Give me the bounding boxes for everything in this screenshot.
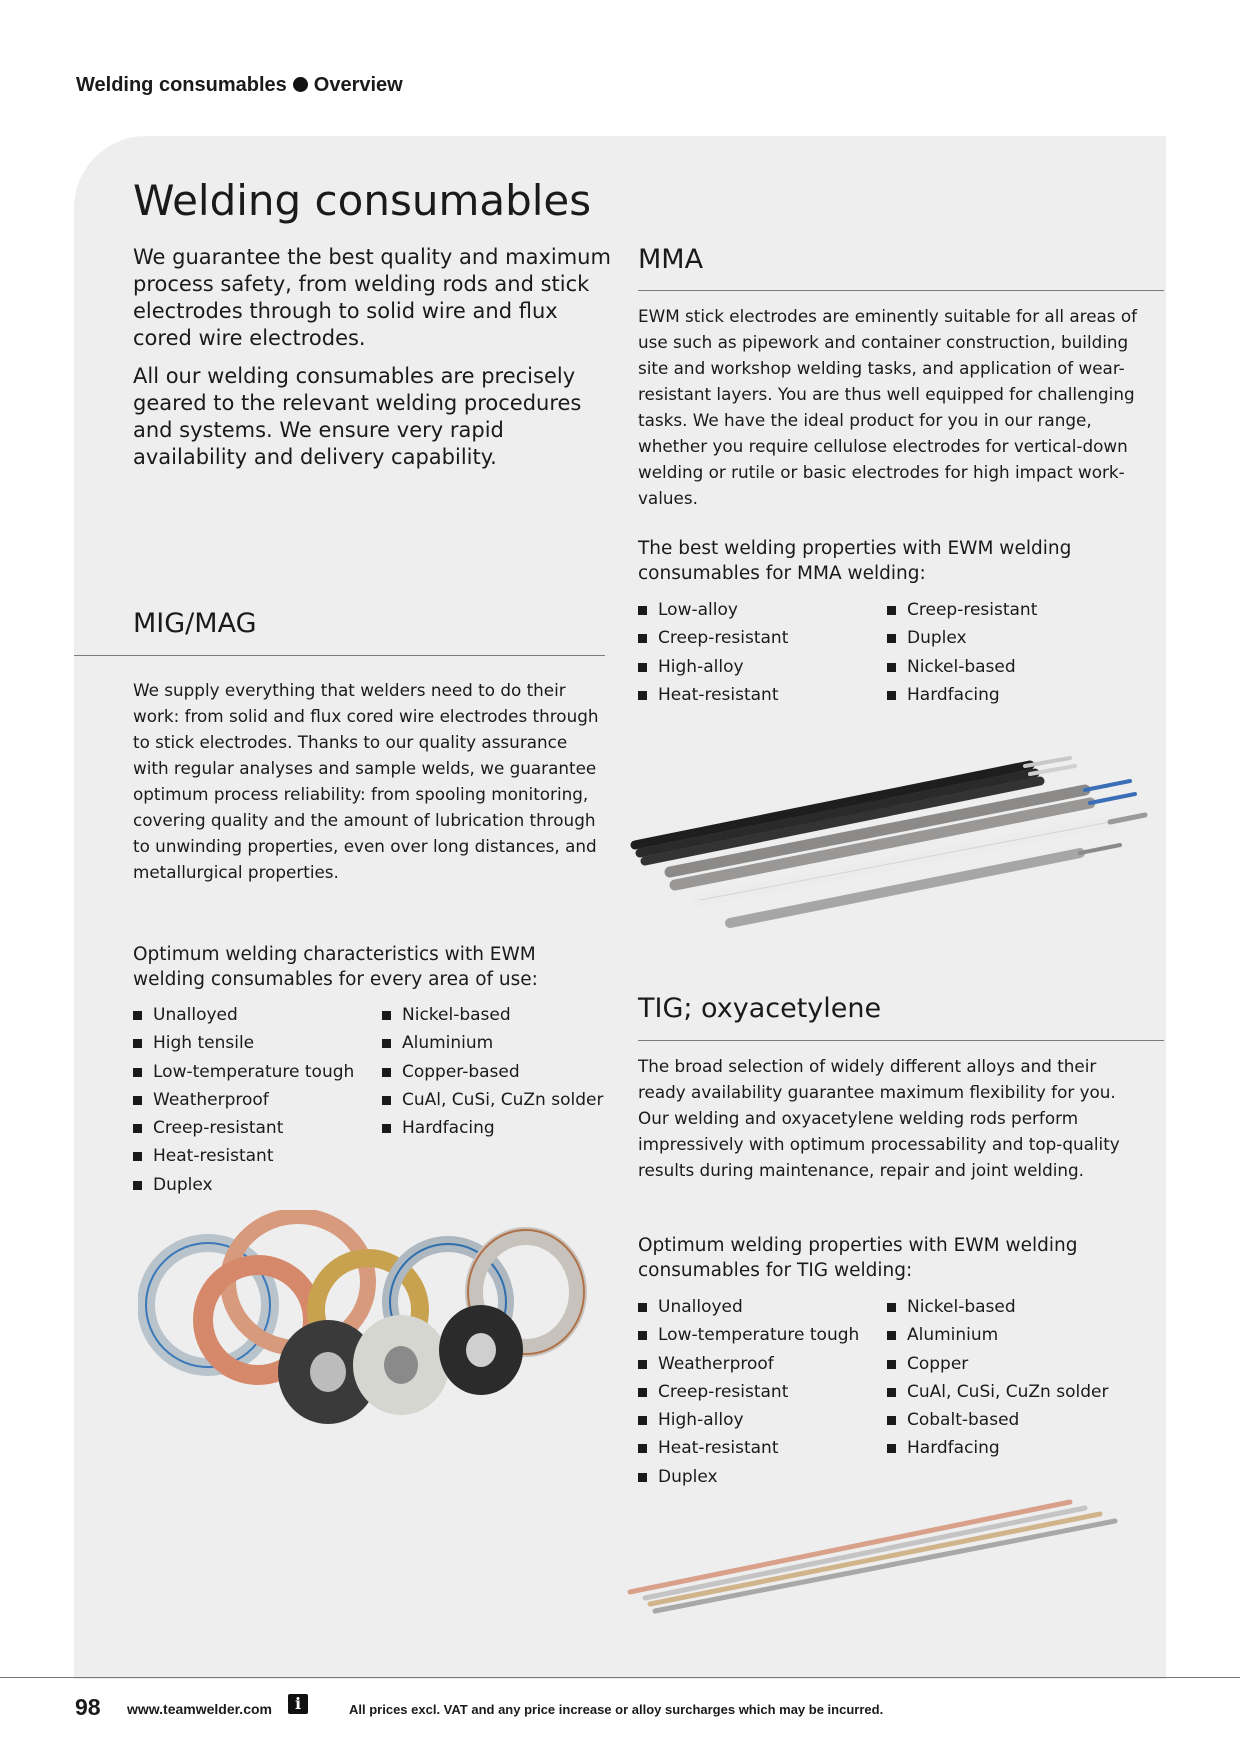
list-item: Unalloyed bbox=[133, 1001, 354, 1029]
intro-text bbox=[133, 244, 613, 482]
list-item: Weatherproof bbox=[133, 1086, 354, 1114]
list-item: Cobalt-based bbox=[887, 1406, 1108, 1434]
list-item: CuAl, CuSi, CuZn solder bbox=[887, 1378, 1108, 1406]
migmag-body: We supply everything that welders need to do their work: from solid and flux cored wire electrodes through to stick electrodes. Thanks to our quality assurance with regular analyses and sample welds, we guarantee optimum process reliability: from spooling monitoring, covering quality and the amount of lubrication through to unwinding properties, even over long distances, and metallurgical properties. bbox=[133, 680, 599, 882]
list-item: Creep-resistant bbox=[887, 596, 1037, 624]
list-item: Aluminium bbox=[382, 1029, 603, 1057]
bullet-dot-icon bbox=[293, 77, 308, 92]
list-item: Hardfacing bbox=[887, 681, 1037, 709]
list-item: Creep-resistant bbox=[133, 1114, 354, 1142]
list-item: Hardfacing bbox=[382, 1114, 603, 1142]
tig-list-col1 bbox=[638, 1293, 859, 1491]
list-item: High-alloy bbox=[638, 653, 788, 681]
intro-paragraph-1: We guarantee the best quality and maximum process safety, from welding rods and stick electrodes through to solid wire and flux cored wire electrodes. bbox=[133, 245, 611, 350]
list-item: Duplex bbox=[887, 624, 1037, 652]
website-link[interactable]: www.teamwelder.com bbox=[127, 1701, 272, 1717]
list-item: Hardfacing bbox=[887, 1434, 1108, 1462]
mma-divider bbox=[638, 290, 1164, 291]
list-item: Unalloyed bbox=[638, 1293, 859, 1321]
list-item: Low-alloy bbox=[638, 596, 788, 624]
page-title: Welding consumables bbox=[133, 176, 592, 225]
stick-electrodes-image bbox=[630, 750, 1150, 940]
migmag-list-col1 bbox=[133, 1001, 354, 1199]
tig-list-col2 bbox=[887, 1293, 1108, 1463]
list-item: Heat-resistant bbox=[133, 1142, 354, 1170]
list-item: Copper-based bbox=[382, 1058, 603, 1086]
tig-title: TIG; oxyacetylene bbox=[638, 993, 882, 1024]
mma-title: MMA bbox=[638, 244, 704, 275]
list-item: Low-temperature tough bbox=[133, 1058, 354, 1086]
breadcrumb bbox=[76, 74, 403, 97]
list-item: Duplex bbox=[133, 1171, 354, 1199]
list-item: Heat-resistant bbox=[638, 681, 788, 709]
price-disclaimer: All prices excl. VAT and any price increase or alloy surcharges which may be incurred. bbox=[349, 1702, 884, 1717]
tig-rods-image bbox=[620, 1480, 1130, 1620]
list-item: Creep-resistant bbox=[638, 624, 788, 652]
mma-list-col1 bbox=[638, 596, 788, 709]
tig-body: The broad selection of widely different alloys and their ready availability guarantee maximum flexibility for you. Our welding and oxyacetylene welding rods perform impressively with optimum processability and top-quality results during maintenance, repair and joint welding. bbox=[638, 1056, 1120, 1180]
list-item: Aluminium bbox=[887, 1321, 1108, 1349]
list-item: Nickel-based bbox=[382, 1001, 603, 1029]
list-item: Duplex bbox=[638, 1463, 859, 1491]
breadcrumb-page: Overview bbox=[313, 74, 403, 96]
list-item: High tensile bbox=[133, 1029, 354, 1057]
list-item: Nickel-based bbox=[887, 1293, 1108, 1321]
tig-subtitle: Optimum welding properties with EWM welding consumables for TIG welding: bbox=[638, 1235, 1078, 1281]
list-item: Weatherproof bbox=[638, 1350, 859, 1378]
migmag-divider bbox=[74, 655, 605, 656]
tig-divider bbox=[638, 1040, 1164, 1041]
migmag-subtitle: Optimum welding characteristics with EWM welding consumables for every area of use: bbox=[133, 944, 538, 990]
page-number: 98 bbox=[75, 1694, 101, 1720]
intro-paragraph-2: All our welding consumables are precisely geared to the relevant welding procedures and systems. We ensure very rapid availability and delivery capability. bbox=[133, 364, 582, 469]
breadcrumb-section: Welding consumables bbox=[76, 74, 287, 96]
list-item: CuAl, CuSi, CuZn solder bbox=[382, 1086, 603, 1114]
list-item: Low-temperature tough bbox=[638, 1321, 859, 1349]
mma-body: EWM stick electrodes are eminently suitable for all areas of use such as pipework and container construction, building site and workshop welding tasks, and application of wear-resistant layers. You are thus well equipped for challenging tasks. We have the ideal product for you in our range, whether you require cellulose electrodes for vertical-down welding or rutile or basic electrodes for high impact work-values. bbox=[638, 306, 1138, 508]
info-icon: i bbox=[288, 1694, 308, 1714]
wire-spools-image bbox=[138, 1210, 598, 1435]
list-item: Nickel-based bbox=[887, 653, 1037, 681]
migmag-title: MIG/MAG bbox=[133, 608, 257, 639]
list-item: Creep-resistant bbox=[638, 1378, 859, 1406]
mma-subtitle: The best welding properties with EWM welding consumables for MMA welding: bbox=[638, 538, 1072, 584]
mma-list-col2 bbox=[887, 596, 1037, 709]
migmag-list-col2 bbox=[382, 1001, 603, 1142]
list-item: High-alloy bbox=[638, 1406, 859, 1434]
footer-divider bbox=[0, 1677, 1240, 1678]
list-item: Heat-resistant bbox=[638, 1434, 859, 1462]
list-item: Copper bbox=[887, 1350, 1108, 1378]
